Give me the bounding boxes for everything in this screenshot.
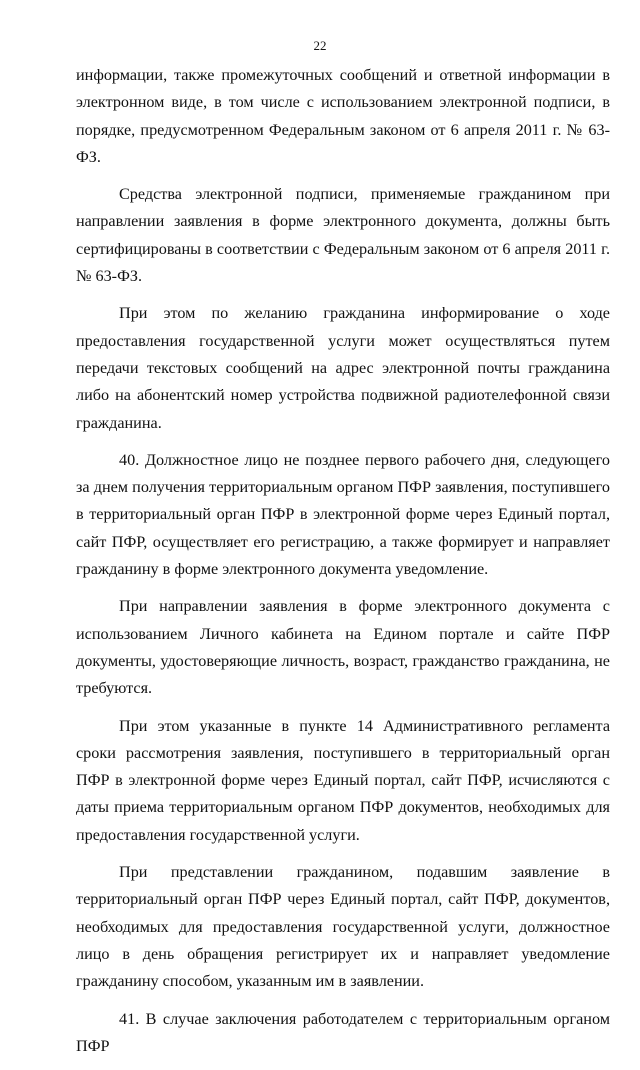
page-number: 22	[313, 38, 327, 53]
paragraph-informing: При этом по желанию гражданина информирование о ходе предоставления государственной услуги может осуществляться путем передачи текстовых сообщений на адрес электронной почты гражданина либо на абонентский номер устройства подвижной радиотелефонной связи гражданина.	[76, 304, 610, 432]
paragraph-documents-submission: При представлении гражданином, подавшим заявление в территориальный орган ПФР через Единый портал, сайт ПФР, документов, необходимых для предоставления государственной услуги, должностное лицо в день обращения регистрирует их и направляет уведомление гражданину способом, указанным им в заявлении.	[76, 863, 610, 991]
paragraph-continuation: информации, также промежуточных сообщений и ответной информации в электронном виде, в том числе с использованием электронной подписи, в порядке, предусмотренном Федеральным законом от 6 апреля 2011 г. № 63-ФЗ.	[76, 66, 610, 166]
paragraph-item-40: 40. Должностное лицо не позднее первого рабочего дня, следующего за днем получения территориальным органом ПФР заявления, поступившего в территориальный орган ПФР в электронной форме через Единый портал, сайт ПФР, осуществляет его регистрацию, а также формирует и направляет гражданину в форме электронного документа уведомление.	[76, 450, 610, 579]
paragraph-personal-cabinet: При направлении заявления в форме электронного документа с использованием Личного кабинета на Едином портале и сайте ПФР документы, удостоверяющие личность, возраст, гражданство гражданина, не требуются.	[76, 597, 610, 698]
paragraph-signature-tools: Средства электронной подписи, применяемые гражданином при направлении заявления в форме электронного документа, должны быть сертифицированы в соответствии с Федеральным законом от 6 апреля 2011 г. № 63-ФЗ.	[76, 185, 610, 286]
paragraph-item-41: 41. В случае заключения работодателем с территориальным органом ПФР	[76, 1009, 610, 1055]
document-body	[76, 62, 610, 1070]
paragraph-terms: При этом указанные в пункте 14 Административного регламента сроки рассмотрения заявления, поступившего в территориальный орган ПФР в электронной форме через Единый портал, сайт ПФР, исчисляются с даты приема территориальным органом ПФР документов, необходимых для предоставления государственной услуги.	[76, 716, 610, 844]
